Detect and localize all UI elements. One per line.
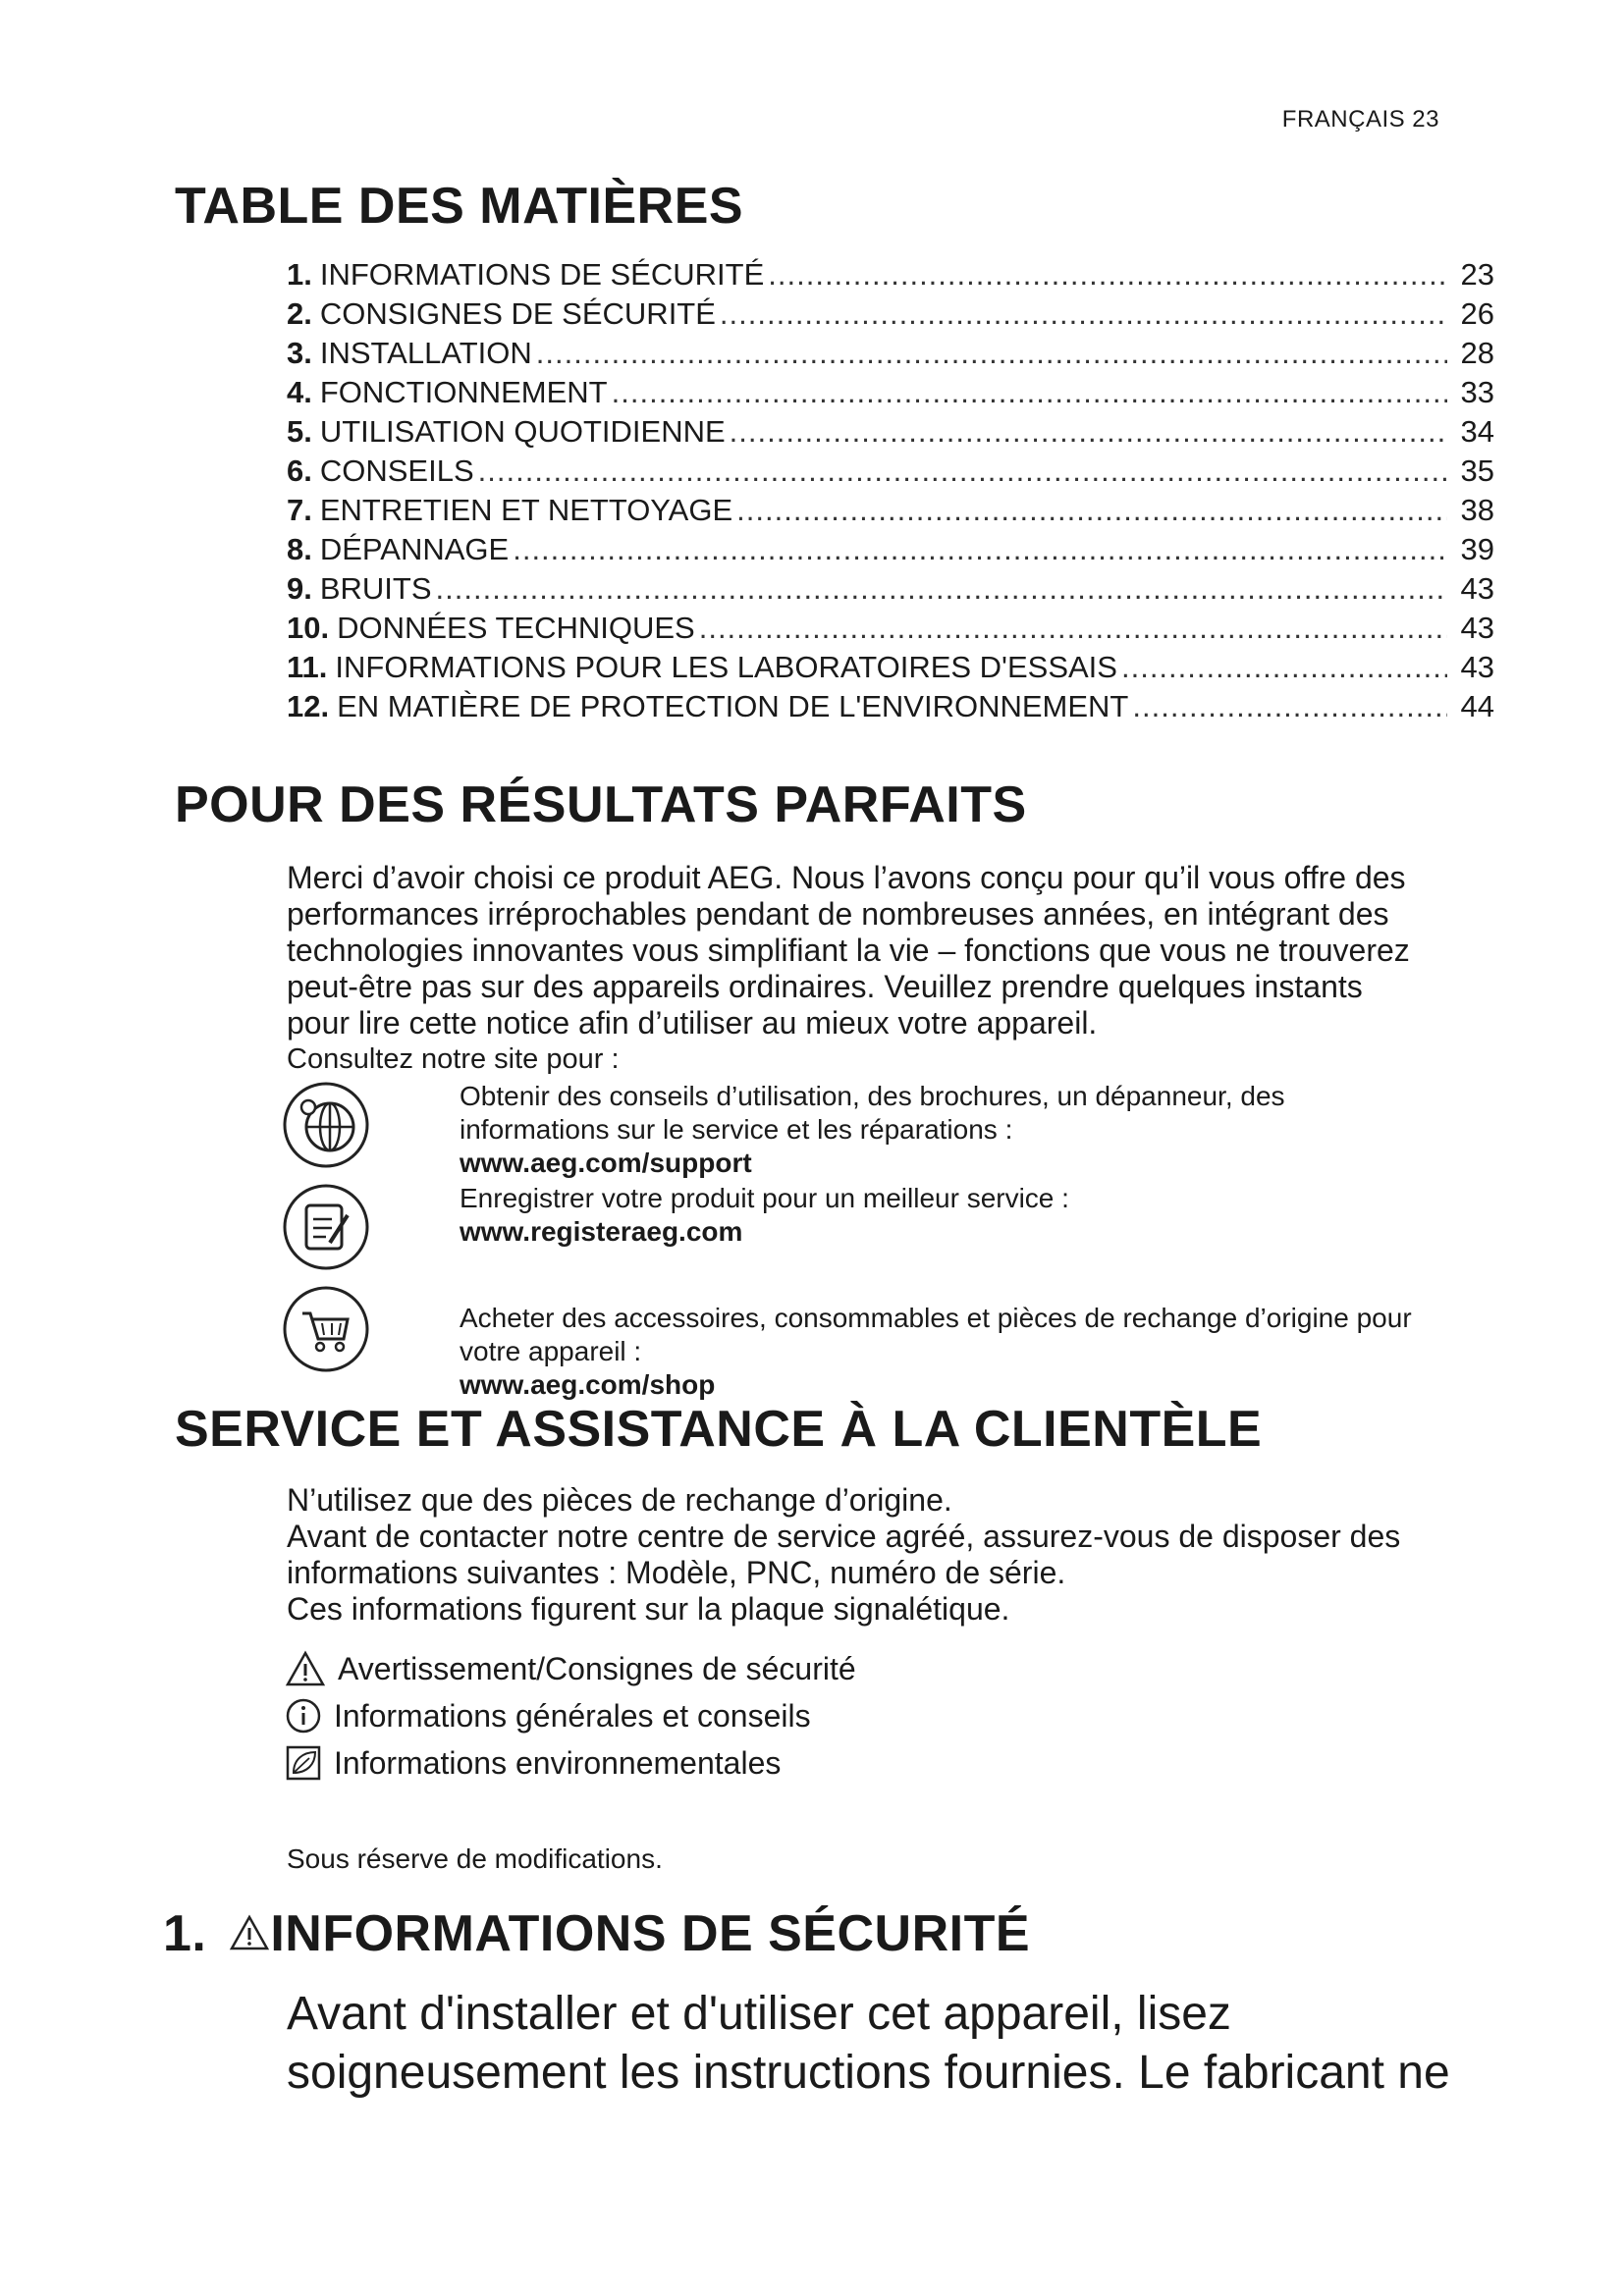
toc-list bbox=[287, 257, 1494, 728]
toc-item-number: 9. bbox=[287, 571, 312, 606]
toc-item[interactable] bbox=[287, 375, 1494, 414]
toc-item-number: 11. bbox=[287, 650, 328, 684]
toc-item[interactable] bbox=[287, 414, 1494, 454]
contact-links bbox=[281, 1080, 1518, 1400]
toc-item-page: 33 bbox=[1460, 375, 1494, 409]
legend-label: Avertissement/Consignes de sécurité bbox=[338, 1650, 856, 1686]
contact-text bbox=[460, 1284, 1412, 1402]
results-intro bbox=[287, 860, 1504, 1078]
toc-item[interactable] bbox=[287, 571, 1494, 611]
toc-dot-leader bbox=[436, 571, 1447, 607]
toc-item-page: 43 bbox=[1460, 571, 1494, 606]
toc-dot-leader bbox=[699, 611, 1447, 646]
results-line: Consultez notre site pour : bbox=[287, 1043, 620, 1075]
reserve-note: Sous réserve de modifications. bbox=[287, 1843, 663, 1874]
toc-item-number: 1. bbox=[287, 257, 312, 292]
toc-item-label: INFORMATIONS DE SÉCURITÉ bbox=[319, 257, 765, 292]
toc-item-number: 8. bbox=[287, 532, 312, 566]
contact-line: Obtenir des conseils d’utilisation, des brochures, un dépanneur, des bbox=[460, 1081, 1285, 1111]
toc-dot-leader bbox=[1132, 689, 1447, 724]
toc-item-number: 3. bbox=[287, 336, 312, 370]
toc-item[interactable] bbox=[287, 650, 1494, 689]
toc-item-number: 2. bbox=[287, 296, 312, 331]
service-line: Ces informations figurent sur la plaque signalétique. bbox=[287, 1591, 1010, 1627]
toc-item[interactable] bbox=[287, 336, 1494, 375]
service-title: SERVICE ET ASSISTANCE À LA CLIENTÈLE bbox=[175, 1401, 1263, 1458]
results-line: Merci d’avoir choisi ce produit AEG. Nous l’avons conçu pour qu’il vous offre des bbox=[287, 860, 1406, 895]
toc-item[interactable] bbox=[287, 493, 1494, 532]
toc-item-page: 38 bbox=[1460, 493, 1494, 527]
toc-item-page: 34 bbox=[1460, 414, 1494, 449]
legend-label: Informations générales et conseils bbox=[334, 1697, 811, 1734]
toc-item-page: 26 bbox=[1460, 296, 1494, 331]
info-icon bbox=[285, 1697, 322, 1735]
contact-text bbox=[460, 1080, 1285, 1180]
contact-line: informations sur le service et les réparations : bbox=[460, 1114, 1013, 1145]
toc-item-label: EN MATIÈRE DE PROTECTION DE L'ENVIRONNEMENT bbox=[337, 689, 1129, 723]
toc-item[interactable] bbox=[287, 296, 1494, 336]
contact-row-support bbox=[281, 1080, 1518, 1182]
service-line: informations suivantes : Modèle, PNC, numéro de série. bbox=[287, 1555, 1066, 1590]
toc-item-label: DÉPANNAGE bbox=[319, 532, 510, 566]
safety-number: 1. bbox=[163, 1905, 207, 1962]
toc-item-label: FONCTIONNEMENT bbox=[319, 375, 608, 409]
service-line: N’utilisez que des pièces de rechange d’origine. bbox=[287, 1482, 952, 1518]
service-intro bbox=[287, 1482, 1504, 1628]
support-link[interactable]: www.aeg.com/support bbox=[460, 1148, 752, 1178]
toc-dot-leader bbox=[730, 414, 1447, 450]
warning-icon bbox=[285, 1650, 326, 1687]
leaf-icon bbox=[285, 1744, 322, 1782]
legend-row-environment bbox=[285, 1739, 856, 1787]
toc-item-number: 5. bbox=[287, 414, 312, 449]
safety-intro bbox=[287, 1985, 1524, 2103]
toc-item-label: INFORMATIONS POUR LES LABORATOIRES D'ESSAIS bbox=[335, 650, 1117, 684]
toc-item-page: 43 bbox=[1460, 611, 1494, 645]
toc-dot-leader bbox=[478, 454, 1447, 489]
results-line: pour lire cette notice afin d’utiliser au mieux votre appareil. bbox=[287, 1005, 1098, 1041]
contact-row-register bbox=[281, 1182, 1518, 1284]
shop-link[interactable]: www.aeg.com/shop bbox=[460, 1369, 716, 1400]
legend-row-warning bbox=[285, 1645, 856, 1692]
results-line: peut-être pas sur des appareils ordinaires. Veuillez prendre quelques instants bbox=[287, 969, 1363, 1004]
globe-icon bbox=[281, 1080, 371, 1170]
safety-intro-line: soigneusement les instructions fournies. Le fabricant ne bbox=[287, 2047, 1450, 2099]
toc-item[interactable] bbox=[287, 689, 1494, 728]
toc-item-label: CONSIGNES DE SÉCURITÉ bbox=[319, 296, 716, 331]
toc-item-number: 10. bbox=[287, 611, 330, 645]
safety-intro-line: Avant d'installer et d'utiliser cet appareil, lisez bbox=[287, 1988, 1231, 2040]
toc-dot-leader bbox=[513, 532, 1447, 567]
toc-item-label: UTILISATION QUOTIDIENNE bbox=[319, 414, 726, 449]
toc-item[interactable] bbox=[287, 454, 1494, 493]
results-line: technologies innovantes vous simplifiant la vie – fonctions que vous ne trouverez bbox=[287, 933, 1410, 968]
register-link[interactable]: www.registeraeg.com bbox=[460, 1216, 743, 1247]
toc-item-label: BRUITS bbox=[319, 571, 432, 606]
toc-dot-leader bbox=[736, 493, 1447, 528]
legend-row-info bbox=[285, 1692, 856, 1739]
toc-item[interactable] bbox=[287, 611, 1494, 650]
toc-item-page: 39 bbox=[1460, 532, 1494, 566]
toc-item-number: 6. bbox=[287, 454, 312, 488]
toc-dot-leader bbox=[536, 336, 1447, 371]
toc-item-page: 43 bbox=[1460, 650, 1494, 684]
toc-item-page: 28 bbox=[1460, 336, 1494, 370]
toc-item-label: DONNÉES TECHNIQUES bbox=[337, 611, 695, 645]
contact-line: votre appareil : bbox=[460, 1336, 642, 1366]
toc-item-label: INSTALLATION bbox=[319, 336, 532, 370]
toc-item[interactable] bbox=[287, 532, 1494, 571]
toc-item-number: 12. bbox=[287, 689, 330, 723]
toc-item-label: CONSEILS bbox=[319, 454, 474, 488]
toc-title: TABLE DES MATIÈRES bbox=[175, 178, 744, 235]
contact-row-shop bbox=[281, 1284, 1518, 1400]
safety-heading bbox=[163, 1904, 1030, 1963]
cart-icon bbox=[281, 1284, 371, 1374]
contact-text bbox=[460, 1182, 1069, 1249]
toc-dot-leader bbox=[720, 296, 1447, 332]
warning-icon bbox=[229, 1913, 270, 1952]
service-line: Avant de contacter notre centre de service agréé, assurez-vous de disposer des bbox=[287, 1519, 1401, 1554]
legend-label: Informations environnementales bbox=[334, 1744, 782, 1781]
toc-item-page: 35 bbox=[1460, 454, 1494, 488]
contact-line: Enregistrer votre produit pour un meilleur service : bbox=[460, 1183, 1069, 1213]
register-icon bbox=[281, 1182, 371, 1272]
toc-dot-leader bbox=[768, 257, 1447, 293]
toc-item-label: ENTRETIEN ET NETTOYAGE bbox=[319, 493, 733, 527]
page-header: FRANÇAIS 23 bbox=[1281, 106, 1439, 133]
toc-item-page: 44 bbox=[1460, 689, 1494, 723]
toc-item[interactable] bbox=[287, 257, 1494, 296]
results-title: POUR DES RÉSULTATS PARFAITS bbox=[175, 776, 1027, 833]
toc-item-number: 7. bbox=[287, 493, 312, 527]
toc-item-number: 4. bbox=[287, 375, 312, 409]
toc-dot-leader bbox=[612, 375, 1447, 410]
symbol-legend bbox=[285, 1645, 856, 1787]
results-line: performances irréprochables pendant de nombreuses années, en intégrant des bbox=[287, 896, 1389, 932]
toc-dot-leader bbox=[1121, 650, 1447, 685]
toc-item-page: 23 bbox=[1460, 257, 1494, 292]
safety-title: INFORMATIONS DE SÉCURITÉ bbox=[270, 1905, 1031, 1962]
contact-line: Acheter des accessoires, consommables et pièces de rechange d’origine pour bbox=[460, 1303, 1412, 1333]
